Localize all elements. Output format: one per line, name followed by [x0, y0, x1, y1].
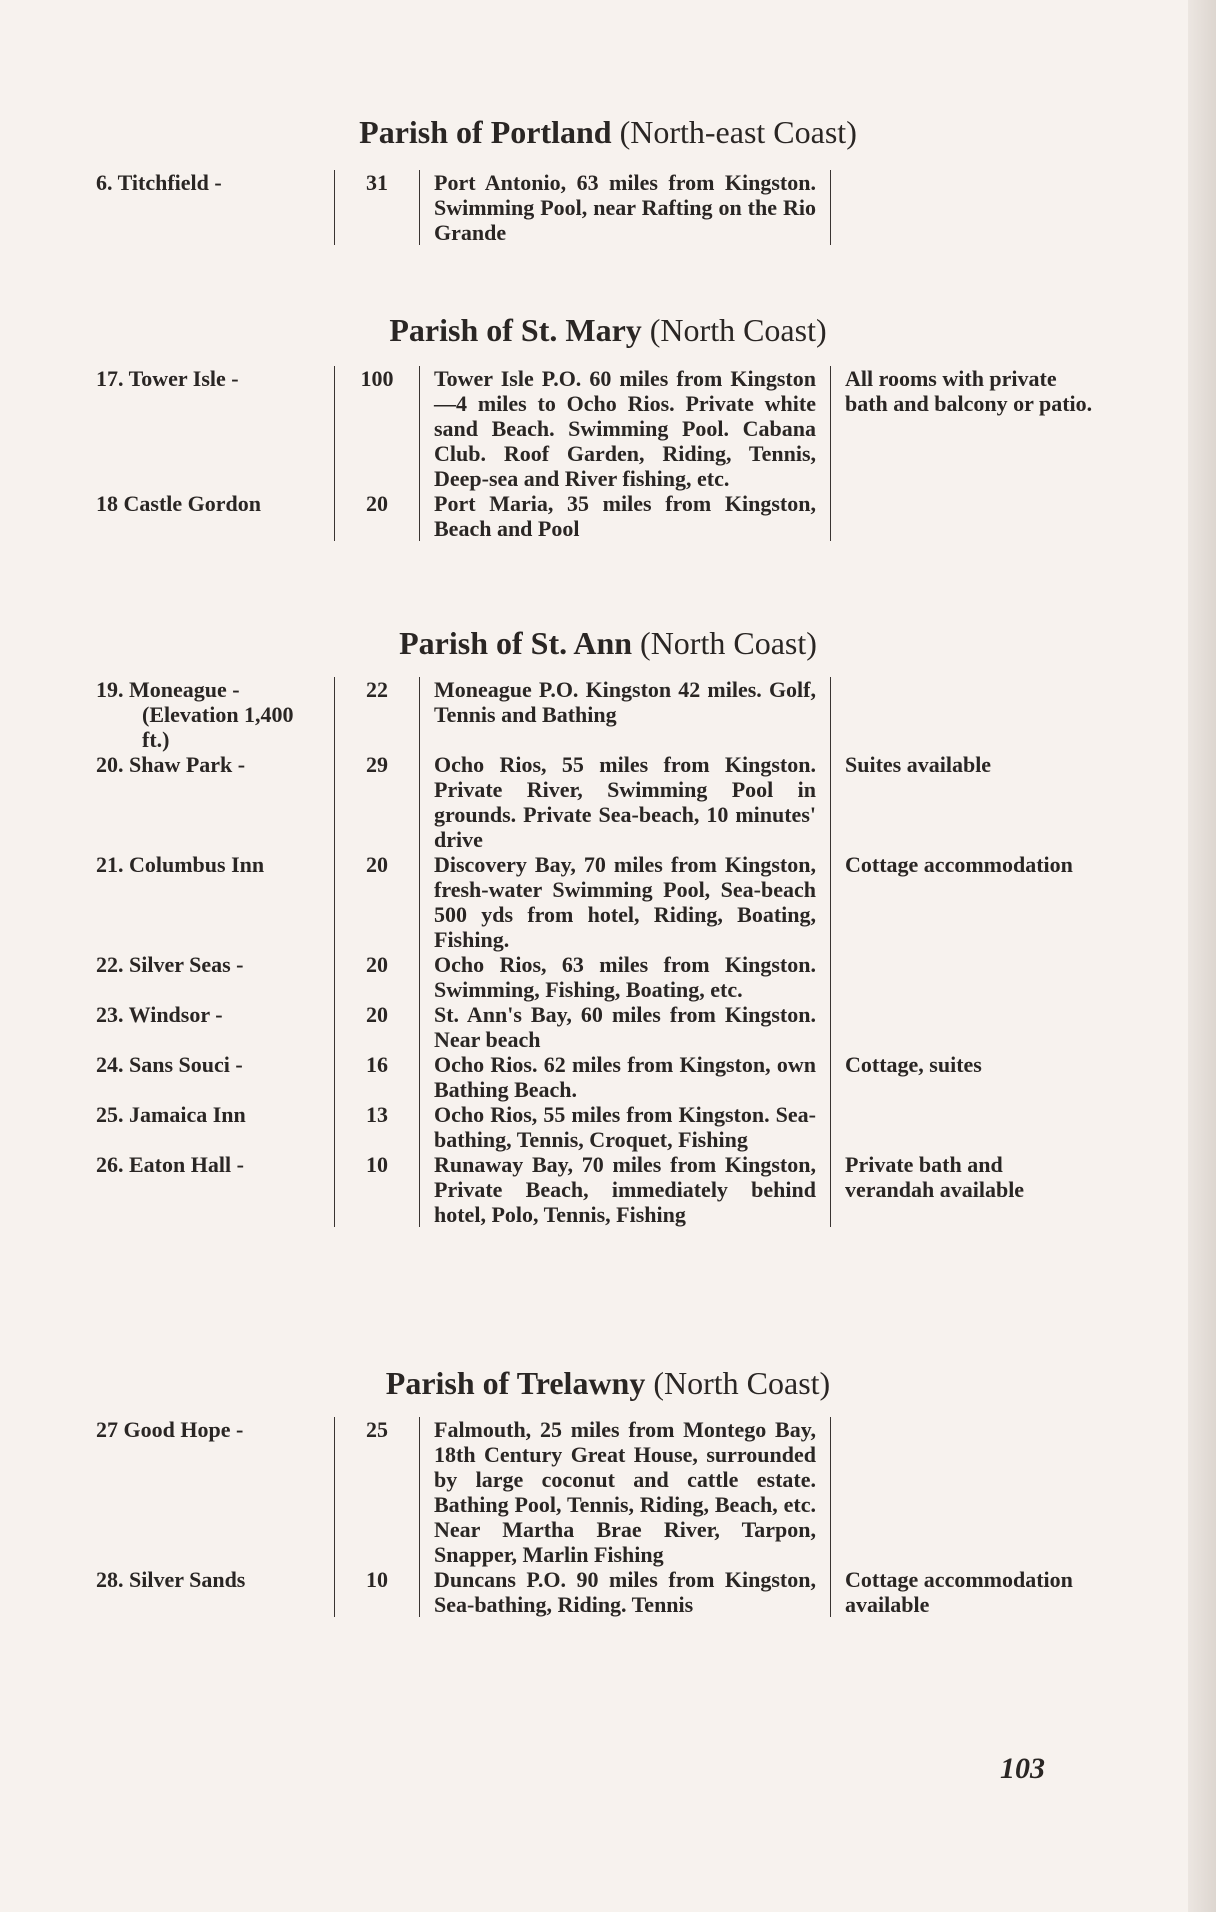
heading-coast: (North Coast): [640, 625, 817, 661]
table-row: [96, 1102, 1095, 1152]
room-count: 29: [335, 752, 420, 852]
hotel-description: St. Ann's Bay, 60 miles from Kingston. Near beach: [420, 1002, 831, 1052]
section-heading: [0, 623, 1216, 663]
hotel-notes: [831, 1002, 1096, 1052]
table-row: [96, 366, 1095, 491]
heading-parish: Parish of St. Ann: [399, 625, 633, 661]
hotel-name: 21. Columbus Inn: [96, 852, 265, 877]
hotel-notes: Cottage accommodation: [845, 852, 1073, 877]
table-row: [96, 1052, 1095, 1102]
room-count: 16: [335, 1052, 420, 1102]
hotel-name: 25. Jamaica Inn: [96, 1102, 246, 1127]
section-heading: [0, 310, 1216, 350]
table-row: [96, 1417, 1095, 1567]
hotel-notes: Cottage accommodation available: [845, 1567, 1073, 1617]
hotel-description: Port Maria, 35 miles from Kingston, Beach and Pool: [420, 491, 831, 541]
hotel-name: 20. Shaw Park -: [96, 752, 246, 777]
section-portland: [0, 112, 1216, 245]
room-count: 20: [335, 491, 420, 541]
room-count: 10: [335, 1152, 420, 1227]
hotel-name: 17. Tower Isle -: [96, 366, 239, 391]
hotel-name: 27 Good Hope -: [96, 1417, 244, 1442]
hotel-name: 26. Eaton Hall -: [96, 1152, 244, 1177]
table-row: [96, 752, 1095, 852]
hotel-notes: [831, 491, 1096, 541]
heading-coast: (North Coast): [649, 312, 827, 348]
section-st-mary: [0, 310, 1216, 541]
hotel-name: 23. Windsor -: [96, 1002, 223, 1027]
room-count: 20: [335, 952, 420, 1002]
hotel-description: Duncans P.O. 90 miles from Kingston, Sea-bathing, Riding. Tennis: [420, 1567, 831, 1617]
hotel-name-text: 19. Moneague -: [96, 677, 240, 702]
hotel-description: Runaway Bay, 70 miles from Kingston, Private Beach, immediately behind hotel, Polo, Tennis, Fishing: [420, 1152, 831, 1227]
table-row: [96, 1152, 1095, 1227]
hotel-description: Port Antonio, 63 miles from Kingston. Swimming Pool, near Rafting on the Rio Grande: [420, 170, 831, 245]
room-count: 25: [335, 1417, 420, 1567]
room-count: 31: [335, 170, 420, 245]
page-number: 103: [1000, 1752, 1045, 1785]
hotel-description: Ocho Rios, 55 miles from Kingston. Sea-bathing, Tennis, Croquet, Fishing: [420, 1102, 831, 1152]
hotel-table: [96, 1417, 1095, 1617]
hotel-description: Moneague P.O. Kingston 42 miles. Golf, Tennis and Bathing: [420, 677, 831, 752]
room-count: 22: [335, 677, 420, 752]
table-row: [96, 1002, 1095, 1052]
section-heading: [0, 112, 1216, 152]
hotel-name: 24. Sans Souci -: [96, 1052, 243, 1077]
heading-coast: (North-east Coast): [619, 114, 857, 150]
hotel-description: Ocho Rios, 55 miles from Kingston. Private River, Swimming Pool in grounds. Private Sea-beach, 10 minutes' drive: [420, 752, 831, 852]
section-trelawny: [0, 1363, 1216, 1617]
hotel-description: Ocho Rios. 62 miles from Kingston, own Bathing Beach.: [420, 1052, 831, 1102]
hotel-name: 22. Silver Seas -: [96, 952, 244, 977]
heading-parish: Parish of Trelawny: [385, 1365, 646, 1401]
room-count: 20: [335, 1002, 420, 1052]
room-count: 100: [335, 366, 420, 491]
hotel-notes: Suites available: [845, 752, 992, 777]
hotel-notes: Cottage, suites: [845, 1052, 982, 1077]
table-row: [96, 1567, 1095, 1617]
hotel-notes: [831, 170, 1096, 245]
heading-parish: Parish of St. Mary: [389, 312, 642, 348]
hotel-table: [96, 170, 1095, 245]
room-count: 13: [335, 1102, 420, 1152]
hotel-table: [96, 677, 1095, 1227]
hotel-name: 6. Titchfield -: [96, 170, 222, 195]
table-row: [96, 852, 1095, 952]
heading-parish: Parish of Portland: [359, 114, 612, 150]
heading-coast: (North Coast): [653, 1365, 831, 1401]
room-count: 10: [335, 1567, 420, 1617]
hotel-table: [96, 366, 1095, 541]
table-row: [96, 491, 1095, 541]
room-count: 20: [335, 852, 420, 952]
hotel-description: Tower Isle P.O. 60 miles from Kingston—4 miles to Ocho Rios. Private white sand Beach. Swimming Pool. Cabana Club. Roof Garden, Riding, Tennis, Deep-sea and River fishing, etc.: [420, 366, 831, 491]
table-row: [96, 677, 1095, 752]
page-edge: [1188, 0, 1216, 1912]
hotel-name: 28. Silver Sands: [96, 1567, 246, 1592]
section-st-ann: [0, 623, 1216, 1227]
hotel-notes: [831, 677, 1096, 752]
table-row: [96, 170, 1095, 245]
hotel-notes: [831, 952, 1096, 1002]
hotel-description: Falmouth, 25 miles from Montego Bay, 18th Century Great House, surrounded by large coconut and cattle estate. Bathing Pool, Tennis, Riding, Beach, etc. Near Martha Brae River, Tarpon, Snapper, Marlin Fishing: [420, 1417, 831, 1567]
hotel-name: [96, 677, 335, 752]
hotel-notes: [831, 1102, 1096, 1152]
hotel-description: Discovery Bay, 70 miles from Kingston, fresh-water Swimming Pool, Sea-beach 500 yds from hotel, Riding, Boating, Fishing.: [420, 852, 831, 952]
section-heading: [0, 1363, 1216, 1403]
hotel-notes: All rooms with private bath and balcony or patio.: [845, 366, 1093, 416]
hotel-notes: Private bath and verandah available: [845, 1152, 1025, 1202]
table-row: [96, 952, 1095, 1002]
hotel-notes: [831, 1417, 1096, 1567]
hotel-elevation: (Elevation 1,400 ft.): [142, 702, 294, 752]
hotel-name: 18 Castle Gordon: [96, 491, 261, 516]
hotel-description: Ocho Rios, 63 miles from Kingston. Swimming, Fishing, Boating, etc.: [420, 952, 831, 1002]
